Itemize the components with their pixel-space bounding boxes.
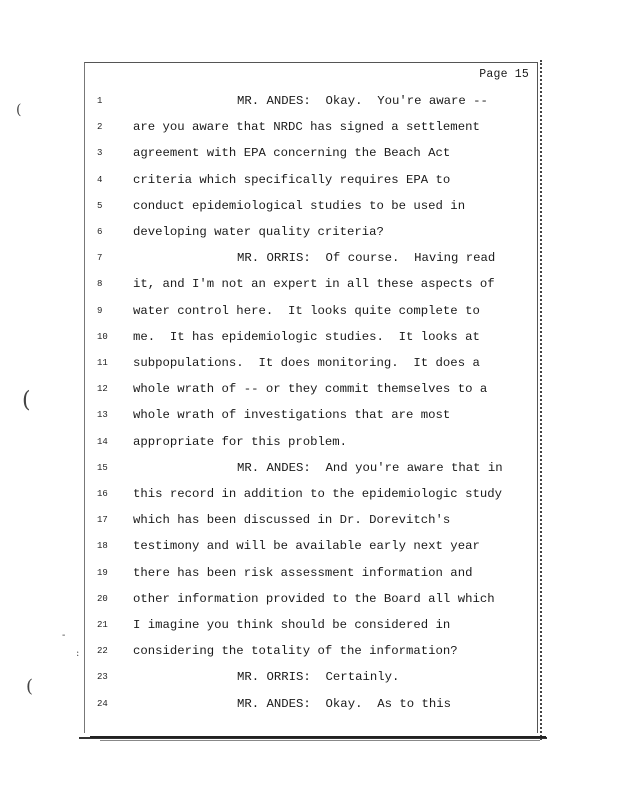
transcript-line — [85, 245, 537, 271]
margin-mark: ( — [26, 676, 34, 697]
line-number: 23 — [97, 672, 108, 683]
transcript-line — [85, 167, 537, 193]
bottom-rule-secondary — [100, 740, 540, 741]
line-text: I imagine you think should be considered in — [133, 618, 451, 632]
line-number: 6 — [97, 227, 103, 237]
line-number: 2 — [97, 122, 103, 133]
line-text: appropriate for this problem. — [133, 434, 348, 449]
line-number: 11 — [97, 358, 108, 368]
line-text: water control here. It looks quite complete to — [133, 303, 480, 318]
line-text: criteria which specifically requires EPA to — [133, 172, 451, 187]
line-text: whole wrath of -- or they commit themselves to a — [133, 382, 488, 397]
bottom-rule — [90, 736, 546, 738]
margin-mark: ( — [16, 102, 22, 118]
line-text: there has been risk assessment information and — [133, 565, 473, 580]
line-text: developing water quality criteria? — [133, 225, 384, 239]
line-number: 16 — [97, 489, 108, 499]
line-text: MR. ANDES: Okay. As to this — [237, 696, 452, 711]
transcript-line — [85, 664, 537, 690]
line-number: 12 — [97, 384, 108, 395]
line-number: 18 — [97, 541, 108, 552]
line-number: 4 — [97, 174, 103, 185]
line-number: 10 — [97, 331, 108, 342]
margin-mark: : — [76, 648, 80, 659]
line-text: whole wrath of investigations that are most — [133, 408, 451, 423]
line-text: testimony and will be available early next year — [133, 539, 480, 554]
transcript-line — [85, 114, 537, 140]
transcript-line — [85, 586, 537, 612]
transcript-line — [85, 376, 537, 402]
line-text: MR. ANDES: Okay. You're aware -- — [237, 94, 488, 108]
line-number: 3 — [97, 148, 103, 159]
line-number: 5 — [97, 200, 103, 211]
line-number: 9 — [97, 305, 103, 316]
transcript-line — [85, 612, 537, 638]
line-number: 17 — [97, 515, 108, 526]
transcript-page — [84, 62, 538, 733]
line-number: 24 — [97, 698, 108, 709]
line-number: 20 — [97, 593, 108, 604]
line-number: 8 — [97, 279, 103, 290]
transcript-line — [85, 507, 537, 533]
transcript-line — [85, 481, 537, 507]
line-number: 14 — [97, 436, 108, 447]
line-text: MR. ANDES: And you're aware that in — [237, 460, 503, 475]
line-text: MR. ORRIS: Certainly. — [237, 670, 400, 685]
line-text: are you aware that NRDC has signed a settlement — [133, 120, 480, 135]
line-number: 7 — [97, 253, 103, 264]
line-text: other information provided to the Board all which — [133, 591, 495, 606]
page-edge-marks — [540, 60, 548, 740]
line-number: 13 — [97, 410, 108, 421]
line-text: MR. ORRIS: Of course. Having read — [237, 251, 496, 266]
margin-mark: ( — [22, 388, 31, 413]
transcript-line — [85, 533, 537, 559]
transcript-line — [85, 402, 537, 428]
transcript-line — [85, 638, 537, 664]
line-text: considering the totality of the information? — [133, 644, 458, 659]
line-text: this record in addition to the epidemiologic study — [133, 487, 502, 501]
transcript-line — [85, 691, 537, 717]
line-text: conduct epidemiological studies to be used in — [133, 198, 466, 213]
transcript-line — [85, 429, 537, 455]
line-text: agreement with EPA concerning the Beach Act — [133, 146, 451, 161]
transcript-line — [85, 298, 537, 324]
transcript-line — [85, 88, 537, 114]
line-number: 15 — [97, 462, 108, 473]
transcript-line — [85, 219, 537, 245]
transcript-line — [85, 193, 537, 219]
transcript-line — [85, 324, 537, 350]
line-number: 19 — [97, 567, 108, 578]
transcript-line — [85, 560, 537, 586]
line-text: which has been discussed in Dr. Dorevitch's — [133, 513, 451, 528]
transcript-line — [85, 271, 537, 297]
margin-mark: - — [62, 630, 66, 641]
page-number: Page 15 — [479, 68, 529, 81]
line-text: me. It has epidemiologic studies. It looks at — [133, 329, 480, 344]
transcript-line — [85, 140, 537, 166]
line-text: subpopulations. It does monitoring. It does a — [133, 356, 480, 370]
line-number: 21 — [97, 620, 108, 630]
line-number: 1 — [97, 96, 103, 106]
transcript-line — [85, 455, 537, 481]
line-number: 22 — [97, 646, 108, 657]
transcript-line — [85, 350, 537, 376]
line-text: it, and I'm not an expert in all these aspects of — [133, 277, 495, 292]
